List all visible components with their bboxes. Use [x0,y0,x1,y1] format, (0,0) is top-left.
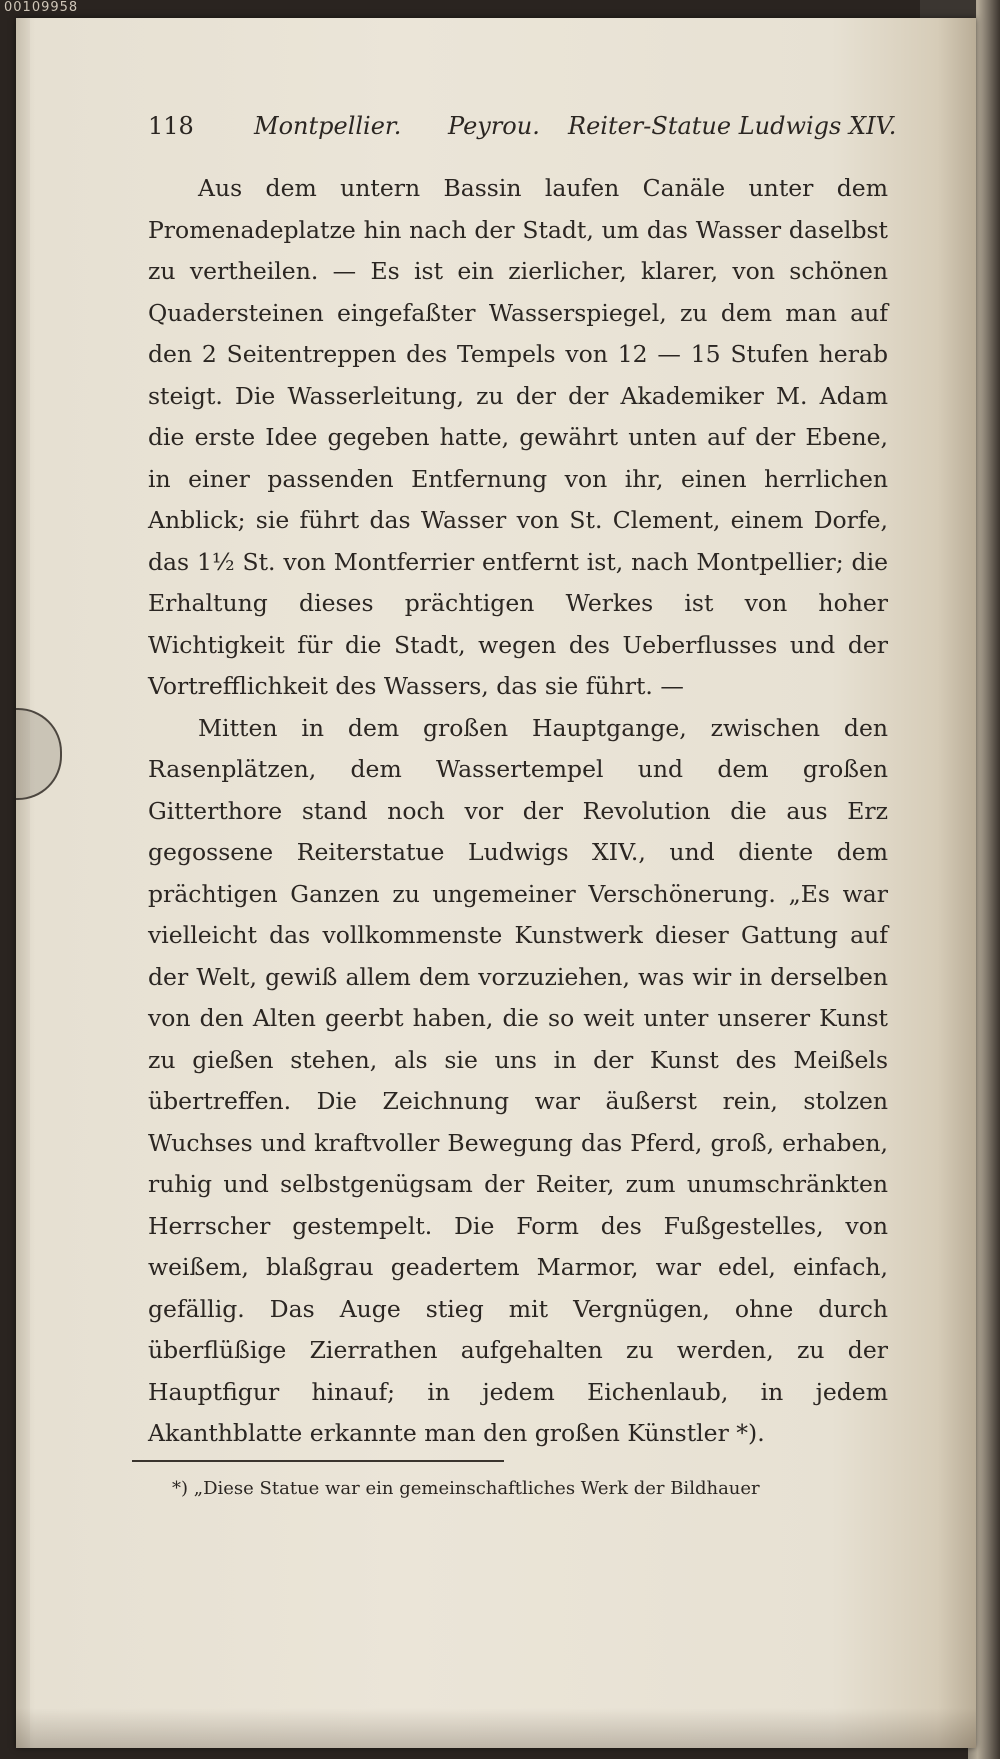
running-header [148,112,897,148]
header-name: Peyrou. [448,112,540,140]
page-clip [16,708,62,800]
paragraph-2: Mitten in dem großen Hauptgange, zwischen den Rasenplätzen, dem Wassertempel und dem großen Gitterthore stand noch vor der Revolution die aus Erz gegossene Reiterstatue Ludwigs XIV., und diente dem prächtigen Ganzen zu ungemeiner Verschönerung. „Es war vielleicht das vollkommenste Kunstwerk dieser Gattung auf der Welt, gewiß allem dem vorzuziehen, was wir in derselben von den Alten geerbt haben, die so weit unter unserer Kunst zu gießen stehen, als sie uns in der Kunst des Meißels übertreffen. Die Zeichnung war äußerst rein, stolzen Wuchses und kraftvoller Bewegung das Pferd, groß, erhaben, ruhig und selbstgenügsam der Reiter, zum unumschränkten Herrscher gestempelt. Die Form des Fußgestelles, von weißem, blaßgrau geadertem Marmor, war edel, einfach, gefällig. Das Auge stieg mit Vergnügen, ohne durch überflüßige Zierrathen aufgehalten zu werden, zu der Hauptfigur hinauf; in jedem Eichenlaub, in jedem Akanthblatte erkannte man den großen Künstler *). [148,713,888,1447]
page-shadow [16,1708,976,1748]
header-place: Montpellier. [254,112,402,140]
page-gutter [16,18,30,1748]
paragraph-1: Aus dem untern Bassin laufen Canäle unter dem Promenadeplatze hin nach der Stadt, um das Wasser daselbst zu vertheilen. — Es ist ein zierlicher, klarer, von schönen Quadersteinen eingefaßter Wasserspiegel, zu dem man auf den 2 Seitentreppen des Tempels von 12 — 15 Stufen herab steigt. Die Wasserleitung, zu der der Akademiker M. Adam die erste Idee gegeben hatte, gewährt unten auf der Ebene, in einer passenden Entfernung von ihr, einen herrlichen Anblick; sie führt das Wasser von St. Clement, einem Dorfe, das 1½ St. von Montferrier entfernt ist, nach Montpellier; die Erhaltung dieses prächtigen Werkes ist von hoher Wichtigkeit für die Stadt, wegen des Ueberflusses und der Vortrefflichkeit des Wassers, das sie führt. — [148,174,888,700]
footnote: *) „Diese Statue war ein gemeinschaftliches Werk der Bildhauer [172,1478,760,1499]
header-topic: Reiter-Statue Ludwigs XIV. [568,112,897,140]
footnote-divider [132,1460,504,1462]
page-number: 118 [148,112,194,140]
scan-id-label: 00109958 [4,0,79,15]
body-text [148,168,888,1455]
